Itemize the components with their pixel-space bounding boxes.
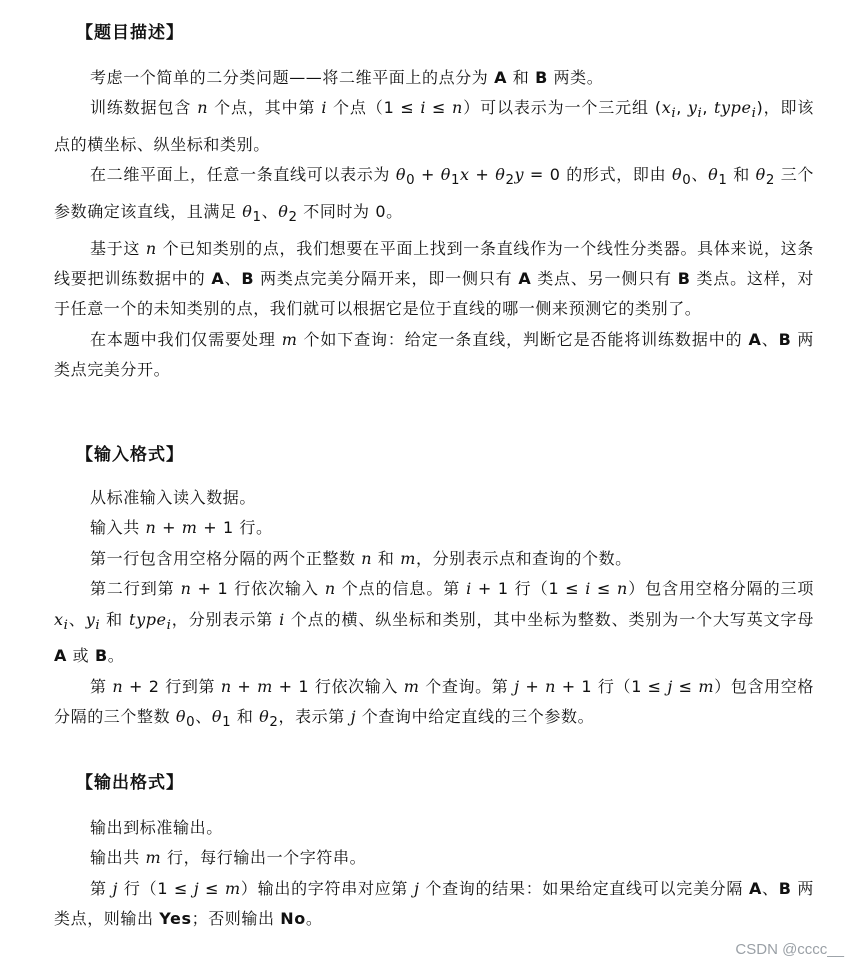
paragraph: 输出共 m 行，每行输出一个字符串。 xyxy=(90,848,367,868)
section-title-input-format: 【输入格式】 xyxy=(76,445,184,465)
paragraph: 第 j 行（1 ≤ j ≤ m）输出的字符串对应第 j 个查询的结果：如果给定直线可以完美分隔 A、B 两类点，则输出 Yes；否则输出 No。 xyxy=(54,878,814,929)
section-body-input-format xyxy=(54,483,814,739)
watermark: CSDN @cccc__ xyxy=(735,941,844,958)
paragraph: 考虑一个简单的二分类问题——将二维平面上的点分为 A 和 B 两类。 xyxy=(90,68,604,87)
paragraph: 在二维平面上，任意一条直线可以表示为 $\theta_0 + \theta_1x + \theta_2y = 0$ 的形式，即由 $\theta_0$、$\theta_1$ 和 $\theta_2$ 三个参数确定该直线，且满足 $\theta_1$、$\theta_2$ 不同时为 0。 xyxy=(54,165,814,226)
section-body-output-format xyxy=(54,813,814,935)
paragraph: 从标准输入读入数据。 xyxy=(90,488,257,507)
section-body-description xyxy=(54,63,814,386)
paragraph: 训练数据包含 n 个点，其中第 i 个点（1 ≤ i ≤ n）可以表示为一个三元组 ($x_i$, $y_i$, type$_i$)，即该点的横坐标、纵坐标和类别。 xyxy=(54,98,814,154)
paragraph: 第 n + 2 行到第 n + m + 1 行依次输入 m 个查询。第 j + n + 1 行（1 ≤ j ≤ m）包含用空格分隔的三个整数 $\theta_0$、$\theta_1$ 和 $\theta_2$，表示第 j 个查询中给定直线的三个参数。 xyxy=(54,676,814,731)
paragraph: 基于这 n 个已知类别的点，我们想要在平面上找到一条直线作为一个线性分类器。具体来说，这条线要把训练数据中的 A、B 两类点完美分隔开来，即一侧只有 A 类点、另一侧只有 B 类点。这样，对于任意一个的未知类别的点，我们就可以根据它是位于直线的哪一侧来预测它的类别了。 xyxy=(54,238,814,319)
paragraph: 输出到标准输出。 xyxy=(90,818,223,837)
paragraph: 第二行到第 n + 1 行依次输入 n 个点的信息。第 i + 1 行（1 ≤ i ≤ n）包含用空格分隔的三项 $x_i$、$y_i$ 和 type$_i$，分别表示第 i 个点的横、纵坐标和类别，其中坐标为整数、类别为一个大写英文字母 A 或 B。 xyxy=(54,579,814,666)
section-title-output-format: 【输出格式】 xyxy=(76,773,184,793)
paragraph: 输入共 n + m + 1 行。 xyxy=(90,518,273,538)
section-title-description: 【题目描述】 xyxy=(76,23,184,43)
paragraph: 在本题中我们仅需要处理 m 个如下查询：给定一条直线，判断它是否能将训练数据中的 A、B 两类点完美分开。 xyxy=(54,329,814,380)
paragraph: 第一行包含用空格分隔的两个正整数 n 和 m，分别表示点和查询的个数。 xyxy=(90,548,632,568)
